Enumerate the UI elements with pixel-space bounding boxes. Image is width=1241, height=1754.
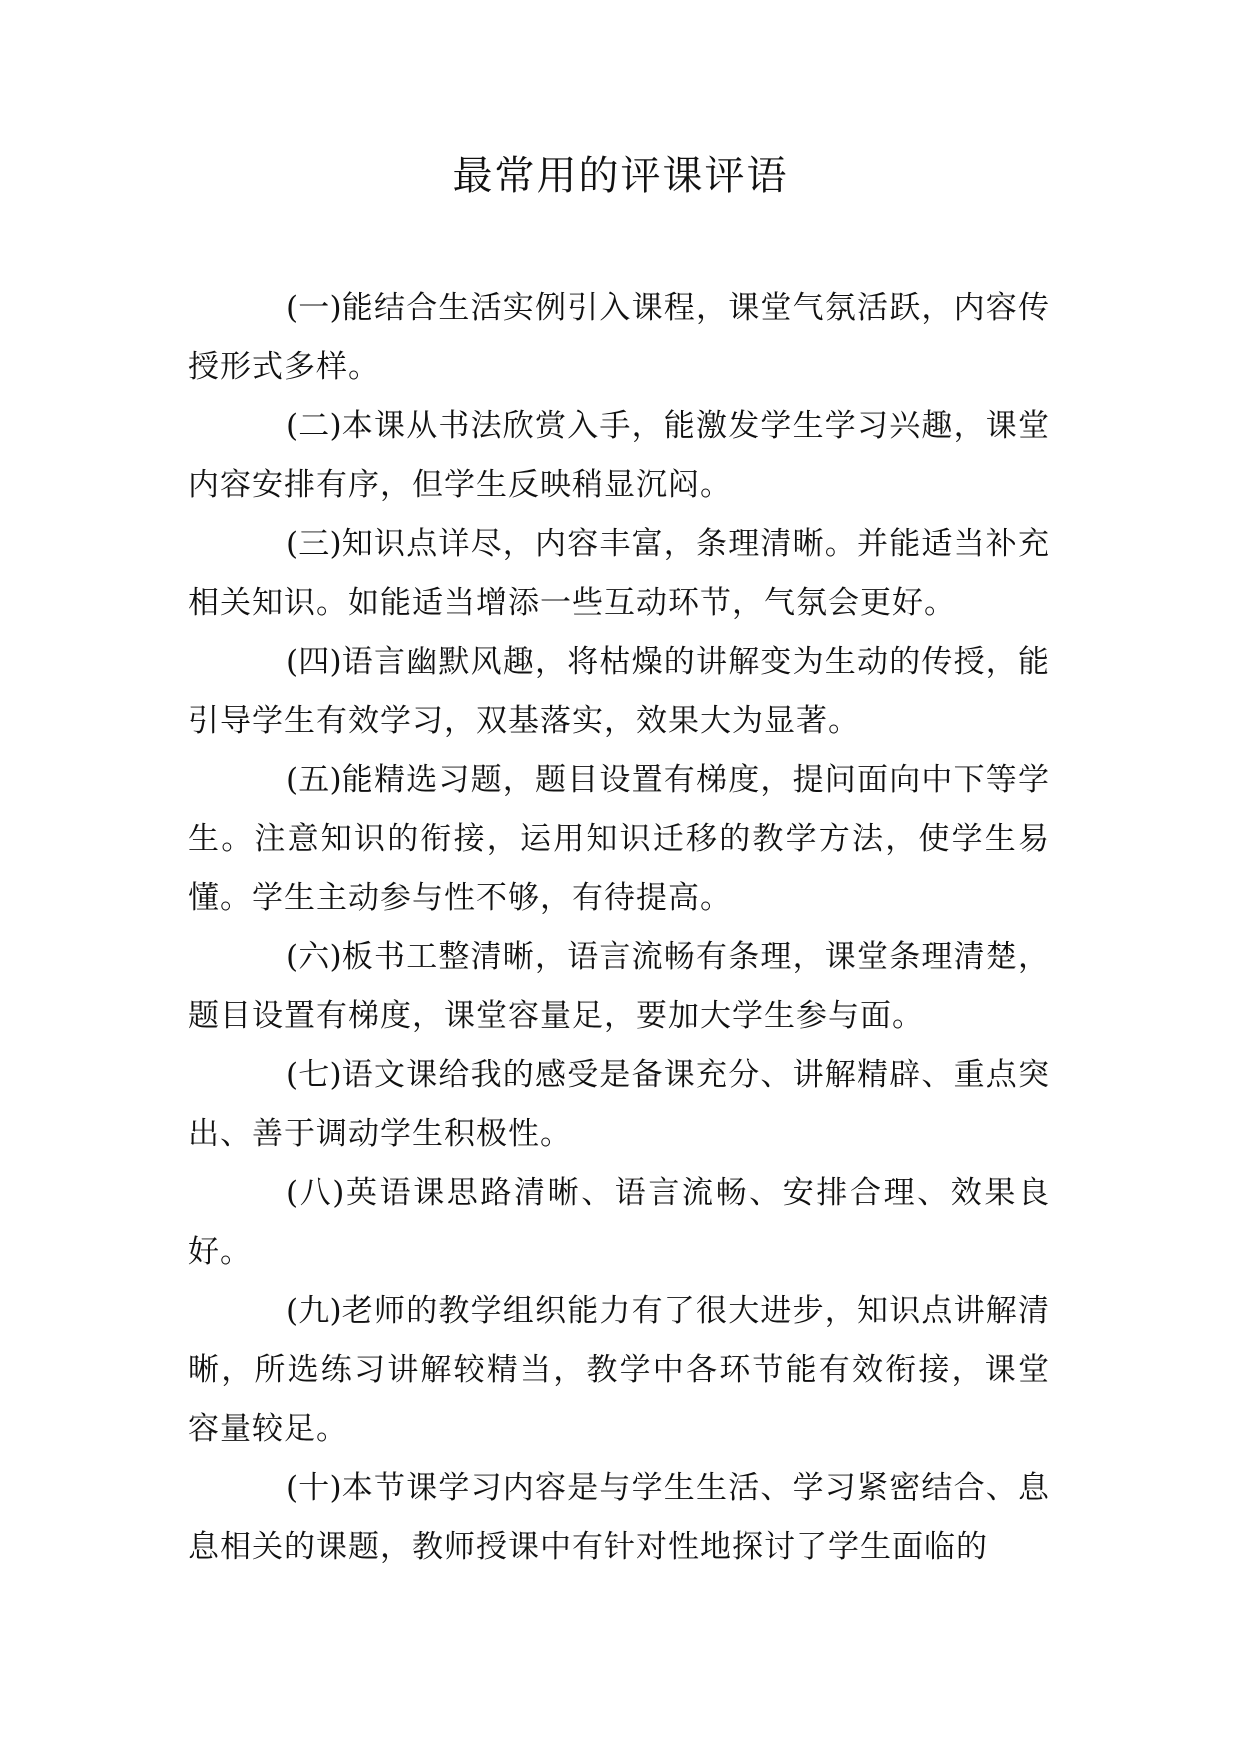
paragraph-6 (188, 928, 1050, 1046)
paragraph-number: (二) (286, 408, 342, 444)
paragraph-text: 知识点详尽，内容丰富，条理清晰。并能适当补充相关知识。如能适当增添一些互动环节，气氛会更好。 (188, 526, 1050, 621)
paragraph-text: 板书工整清晰，语言流畅有条理，课堂条理清楚，题目设置有梯度，课堂容量足，要加大学生参与面。 (188, 939, 1050, 1034)
paragraph-text: 本课从书法欣赏入手，能激发学生学习兴趣，课堂内容安排有序，但学生反映稍显沉闷。 (188, 408, 1050, 503)
paragraph-number: (七) (286, 1057, 342, 1093)
paragraph-5 (188, 751, 1050, 928)
paragraph-text: 语言幽默风趣，将枯燥的讲解变为生动的传授，能引导学生有效学习，双基落实，效果大为显著。 (188, 644, 1050, 739)
paragraph-3 (188, 515, 1050, 633)
document-title: 最常用的评课评语 (452, 153, 789, 199)
paragraph-number: (六) (286, 939, 342, 975)
paragraph-text: 能结合生活实例引入课程，课堂气氛活跃，内容传授形式多样。 (188, 290, 1050, 385)
paragraph-text: 老师的教学组织能力有了很大进步，知识点讲解清晰，所选练习讲解较精当，教学中各环节能有效衔接，课堂容量较足。 (188, 1293, 1050, 1447)
paragraph-number: (四) (286, 644, 342, 680)
paragraph-1 (188, 279, 1050, 397)
paragraph-number: (九) (286, 1293, 342, 1329)
paragraph-4 (188, 633, 1050, 751)
paragraph-7 (188, 1046, 1050, 1164)
paragraph-text: 本节课学习内容是与学生生活、学习紧密结合、息息相关的课题，教师授课中有针对性地探讨了学生面临的 (188, 1470, 1050, 1565)
paragraph-number: (三) (286, 526, 342, 562)
paragraph-text: 英语课思路清晰、语言流畅、安排合理、效果良好。 (188, 1175, 1050, 1270)
paragraph-10 (188, 1459, 1050, 1577)
paragraph-8 (188, 1164, 1050, 1282)
document-body (188, 279, 1050, 1577)
paragraph-number: (八) (286, 1175, 345, 1211)
paragraph-number: (五) (286, 762, 342, 798)
paragraph-text: 能精选习题，题目设置有梯度，提问面向中下等学生。注意知识的衔接，运用知识迁移的教学方法，使学生易懂。学生主动参与性不够，有待提高。 (188, 762, 1050, 916)
paragraph-number: (十) (286, 1470, 342, 1506)
paragraph-2 (188, 397, 1050, 515)
paragraph-9 (188, 1282, 1050, 1459)
paragraph-text: 语文课给我的感受是备课充分、讲解精辟、重点突出、善于调动学生积极性。 (188, 1057, 1050, 1152)
paragraph-number: (一) (286, 290, 342, 326)
